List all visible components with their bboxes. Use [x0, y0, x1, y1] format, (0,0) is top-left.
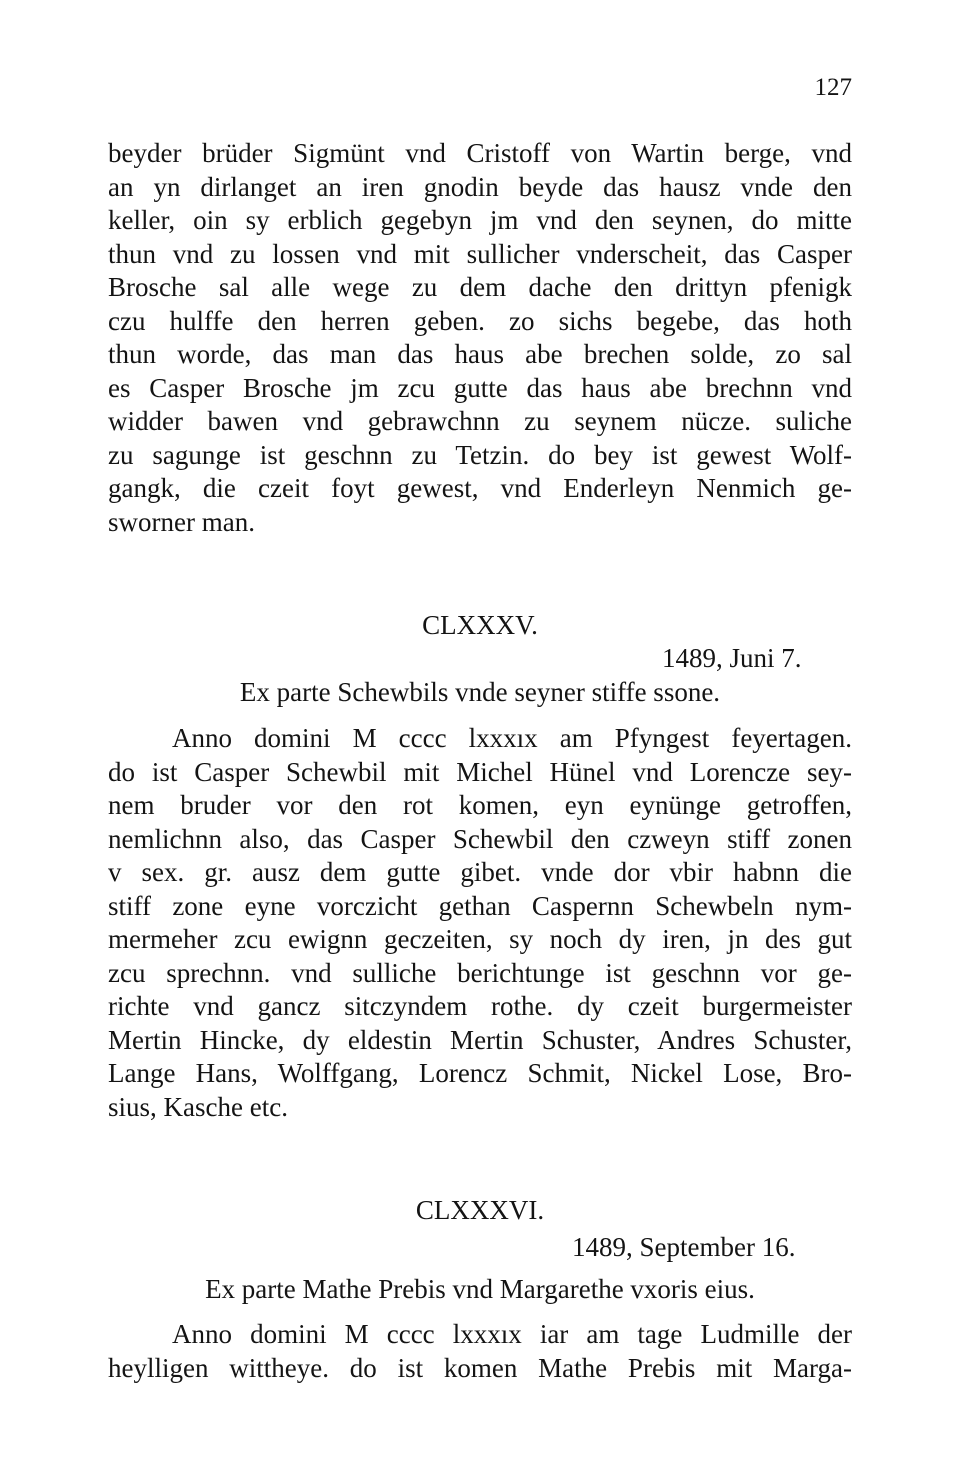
text-line: v sex. gr. ausz dem gutte gibet. vnde dor vbir habnn die — [108, 857, 852, 887]
text-line: zcu sprechnn. vnd sulliche berichtunge ist geschnn vor ge- — [108, 957, 852, 988]
text-line: mermeher zcu ewignn geczeiten, sy noch dy iren, jn des gut — [108, 924, 852, 954]
text-line: richte vnd gancz sitczyndem rothe. dy czeit burgermeister — [108, 991, 852, 1021]
text-line: Lange Hans, Wolffgang, Lorencz Schmit, Nickel Lose, Bro- — [108, 1058, 852, 1088]
text-line: heylligen wittheye. do ist komen Mathe Prebis mit Marga- — [108, 1352, 852, 1383]
text-line: an yn dirlanget an iren gnodin beyde das hausz vnde den — [108, 171, 852, 202]
text-line: keller, oin sy erblich gegebyn jm vnd den seynen, do mitte — [108, 205, 852, 235]
text-line: do ist Casper Schewbil mit Michel Hünel vnd Lorencze sey- — [108, 756, 852, 787]
text-line: nem bruder vor den rot komen, eyn eynünge getroffen, — [108, 790, 852, 820]
text-line: beyder brüder Sigmünt vnd Cristoff von Wartin berge, vnd — [108, 138, 852, 168]
text-line: Anno domini M cccc lxxxıx am Pfyngest feyertagen. — [172, 723, 852, 753]
text-line: widder bawen vnd gebrawchnn zu seynem nücze. suliche — [108, 406, 852, 436]
text-line: sworner man. — [108, 506, 255, 537]
text-line: thun vnd zu lossen vnd mit sullicher vnderscheit, das Casper — [108, 238, 852, 269]
text-line: nemlichnn also, das Casper Schewbil den czweyn stiff zonen — [108, 823, 852, 854]
text-line: zu sagunge ist geschnn zu Tetzin. do bey ist gewest Wolf- — [108, 439, 852, 470]
section-number-186: CLXXXVI. — [415, 1195, 545, 1225]
text-line: Anno domini M cccc lxxxıx iar am tage Ludmille der — [172, 1319, 852, 1349]
section-body-185 — [108, 722, 852, 1124]
text-line: Mertin Hincke, dy eldestin Mertin Schuster, Andres Schuster, — [108, 1024, 852, 1055]
text-line: es Casper Brosche jm zcu gutte das haus abe brechnn vnd — [108, 372, 852, 403]
section-heading-186: Ex parte Mathe Prebis vnd Margarethe vxoris eius. — [205, 1274, 755, 1304]
section-date-186: 1489, September 16. — [572, 1232, 796, 1262]
section-date-185: 1489, Juni 7. — [662, 643, 802, 673]
page-number: 127 — [814, 74, 852, 101]
text-line: czu hulffe den herren geben. zo sichs begebe, das hoth — [108, 305, 852, 336]
text-line: stiff zone eyne vorczicht gethan Caspernn Schewbeln nym- — [108, 890, 852, 921]
section-heading-185: Ex parte Schewbils vnde seyner stiffe ssone. — [239, 677, 721, 707]
section-number-185: CLXXXV. — [422, 610, 538, 640]
text-line: thun worde, das man das haus abe brechen solde, zo sal — [108, 339, 852, 369]
text-line: gangk, die czeit foyt gewest, vnd Enderleyn Nenmich ge- — [108, 473, 852, 503]
section-body-186 — [108, 1318, 852, 1385]
text-line: sius, Kasche etc. — [108, 1091, 288, 1122]
paragraph-continuation — [108, 137, 852, 539]
text-line: Brosche sal alle wege zu dem dache den drittyn pfenigk — [108, 272, 852, 302]
